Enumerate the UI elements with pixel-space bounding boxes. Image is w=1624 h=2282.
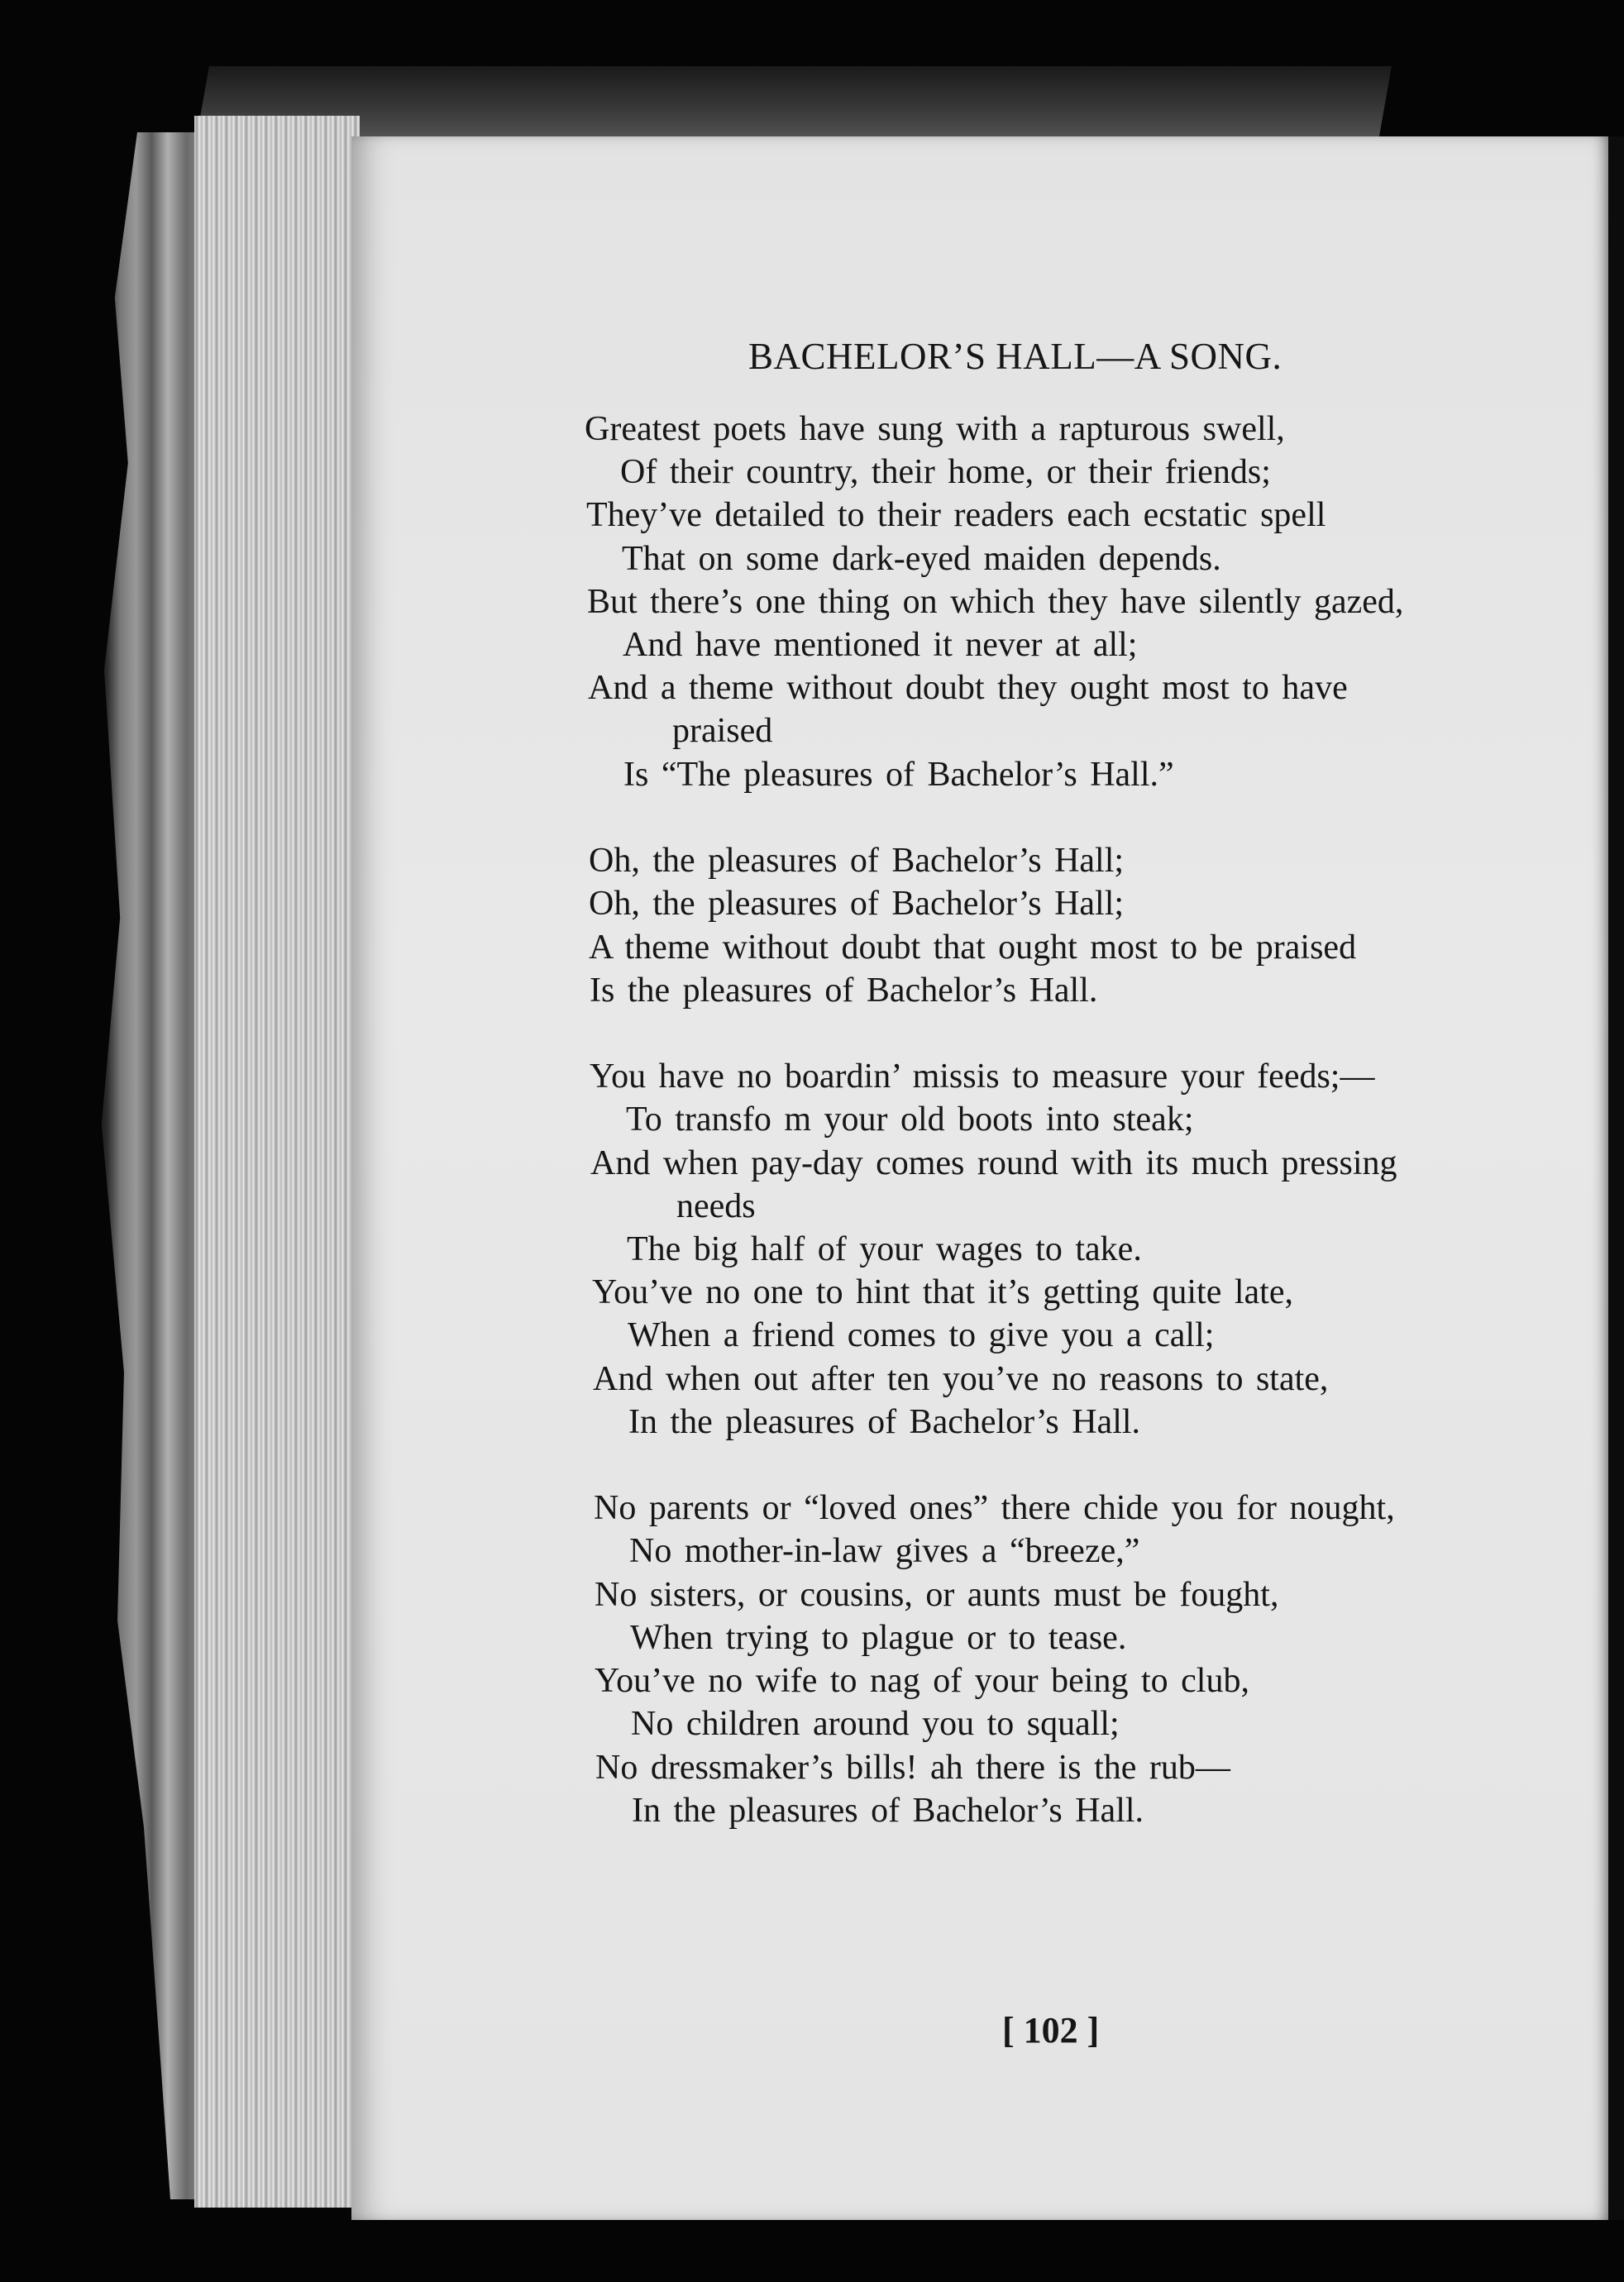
poem-line: No mother-in-law gives a “breeze,” xyxy=(629,1532,1140,1570)
poem-line: No dressmaker’s bills! ah there is the rub— xyxy=(595,1749,1230,1787)
poem-line: Is “The pleasures of Bachelor’s Hall.” xyxy=(623,756,1174,794)
poem-line: Is the pleasures of Bachelor’s Hall. xyxy=(590,972,1098,1010)
poem-line: To transfo m your old boots into steak; xyxy=(626,1100,1194,1139)
poem-line: Oh, the pleasures of Bachelor’s Hall; xyxy=(589,885,1125,923)
poem-line: You have no boardin’ missis to measure your feeds;— xyxy=(590,1057,1375,1096)
poem-line: They’ve detailed to their readers each ecstatic spell xyxy=(586,496,1326,534)
poem-line: No children around you to squall; xyxy=(631,1705,1120,1743)
poem-line: But there’s one thing on which they have silently gazed, xyxy=(587,583,1404,621)
poem-line: Greatest poets have sung with a rapturous swell, xyxy=(585,410,1285,448)
poem-line: The big half of your wages to take. xyxy=(627,1230,1142,1268)
poem-line: No sisters, or cousins, or aunts must be fought, xyxy=(595,1576,1279,1614)
page-number: [ 102 ] xyxy=(1002,2010,1100,2050)
poem-line: And have mentioned it never at all; xyxy=(623,626,1138,664)
poem-line: praised xyxy=(672,712,773,750)
poem-line: A theme without doubt that ought most to be praised xyxy=(589,929,1357,967)
poem-line: You’ve no one to hint that it’s getting quite late, xyxy=(592,1273,1293,1311)
poem-line: When a friend comes to give you a call; xyxy=(628,1316,1215,1354)
poem-line: In the pleasures of Bachelor’s Hall. xyxy=(628,1403,1141,1441)
poem-line: That on some dark-eyed maiden depends. xyxy=(622,540,1221,578)
poem-line: When trying to plague or to tease. xyxy=(630,1619,1127,1657)
poem-line: Oh, the pleasures of Bachelor’s Hall; xyxy=(589,842,1125,880)
poem-line: And when out after ten you’ve no reasons to state, xyxy=(593,1360,1329,1398)
poem-line: Of their country, their home, or their friends; xyxy=(620,453,1271,491)
poem-line: needs xyxy=(676,1187,756,1225)
poem-line: And a theme without doubt they ought most to have xyxy=(588,669,1348,707)
poem-line: You’ve no wife to nag of your being to club, xyxy=(595,1662,1249,1700)
poem-line: In the pleasures of Bachelor’s Hall. xyxy=(632,1792,1144,1830)
poem-title: BACHELOR’S HALL—A SONG. xyxy=(748,336,1282,377)
poem-line: And when pay-day comes round with its much pressing xyxy=(590,1144,1397,1182)
poem-line: No parents or “loved ones” there chide you for nought, xyxy=(594,1489,1395,1527)
